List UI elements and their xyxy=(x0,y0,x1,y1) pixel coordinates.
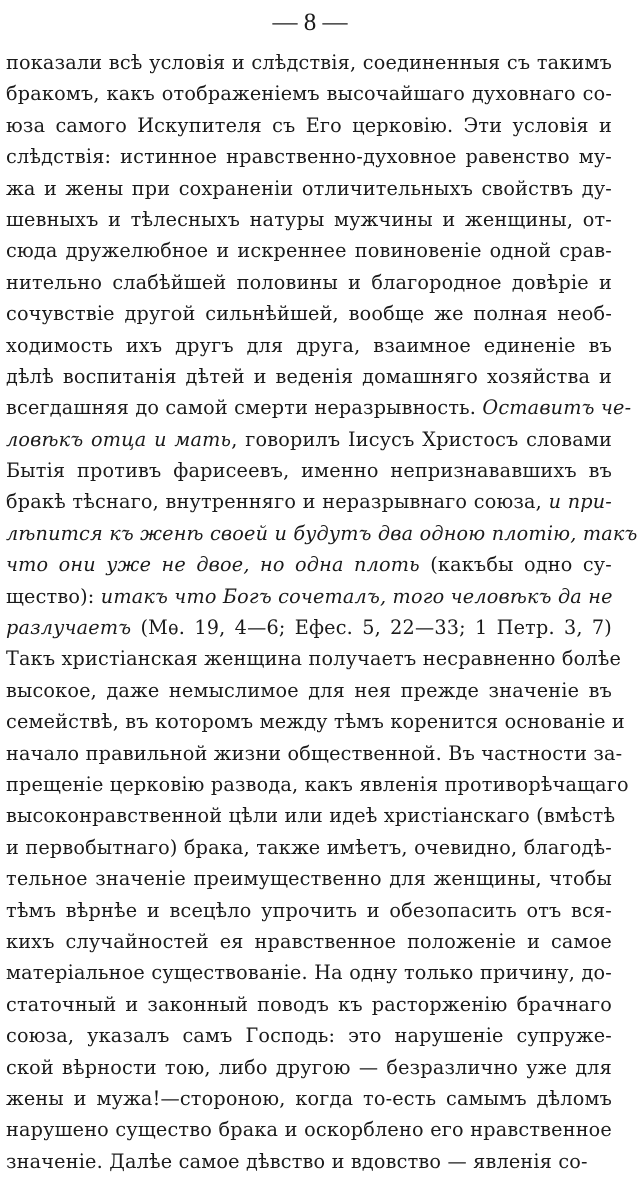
text-run: всегдашняя до самой смерти неразрывность. xyxy=(6,396,483,420)
text-line xyxy=(6,895,612,926)
text-run: семействѣ, въ которомъ между тѣмъ коренится основаніе и xyxy=(6,710,625,734)
text-run: жены и мужа!—стороною, когда то-есть самымъ дѣломъ xyxy=(6,1086,612,1110)
text-line xyxy=(6,298,612,329)
text-line xyxy=(6,800,616,831)
text-run: (Мѳ. 19, 4—6; Ефес. 5, 22—33; 1 Петр. 3, 7) xyxy=(131,616,612,640)
text-run: нарушено существо брака и оскорблено его нравственное xyxy=(6,1118,612,1142)
text-run: слѣдствія: истинное нравственно-духовное равенство му- xyxy=(6,145,612,169)
text-line xyxy=(6,1020,612,1051)
text-line xyxy=(6,361,612,392)
text-run: сочувствіе другой сильнѣйшей, вообще же полная необ- xyxy=(6,302,612,326)
text-run: бракѣ тѣснаго, внутренняго и неразрывнаго союза, xyxy=(6,490,549,514)
text-line xyxy=(6,1052,612,1083)
text-line xyxy=(6,330,612,361)
italic-text-run: ловѣкъ отца и мать xyxy=(6,427,232,451)
text-line xyxy=(6,706,625,737)
text-run: высоконравственной цѣли или идеѣ христіанскаго (вмѣстѣ xyxy=(6,804,616,828)
text-line xyxy=(6,1146,612,1177)
italic-text-run: что они уже не двое, но одна плоть xyxy=(6,553,420,577)
body-text xyxy=(6,47,638,1177)
text-run: бракомъ, какъ отображеніемъ высочайшаго духовнаго со- xyxy=(6,82,612,106)
text-line xyxy=(6,863,612,894)
text-run: сюда дружелюбное и искреннее повиновеніе одной срав- xyxy=(6,239,612,263)
text-line xyxy=(6,1083,612,1114)
text-line xyxy=(6,47,612,78)
text-run: жа и жены при сохраненіи отличительныхъ свойствъ ду- xyxy=(6,176,612,200)
text-line xyxy=(6,738,623,769)
text-run: юза самого Искупителя съ Его церковію. Эти условія и xyxy=(6,113,612,137)
text-line xyxy=(6,643,622,674)
text-run: шевныхъ и тѣлесныхъ натуры мужчины и женщины, от- xyxy=(6,207,612,231)
text-line xyxy=(6,141,612,172)
text-line xyxy=(6,549,612,580)
text-line xyxy=(6,486,612,517)
text-line xyxy=(6,110,612,141)
text-run: тельное значеніе преимущественно для женщины, чтобы xyxy=(6,867,612,891)
text-run: кихъ случайностей ея нравственное положеніе и самое xyxy=(6,929,612,953)
text-line xyxy=(6,957,612,988)
page-number: — 8 — xyxy=(272,9,348,36)
text-run: нительно слабѣйшей половины и благородное довѣріе и xyxy=(6,270,612,294)
text-run: ской вѣрности тою, либо другою — безразлично уже для xyxy=(6,1055,612,1079)
text-run: Бытія противъ фарисеевъ, именно непризнававшихъ въ xyxy=(6,459,612,483)
text-run: (какъбы одно су- xyxy=(419,553,612,577)
text-run: значеніе. Далѣе самое дѣвство и вдовство — явленія со- xyxy=(6,1149,588,1173)
text-run: показали всѣ условія и слѣдствія, соединенныя съ такимъ xyxy=(6,51,612,74)
text-line xyxy=(6,832,612,863)
text-run: высокое, даже немыслимое для нея прежде значеніе въ xyxy=(6,678,612,702)
text-line xyxy=(6,675,612,706)
text-line xyxy=(6,235,612,266)
text-run: щество): xyxy=(6,584,101,608)
text-line xyxy=(6,267,612,298)
text-line xyxy=(6,204,612,235)
text-line xyxy=(6,455,612,486)
text-run: союза, указалъ самъ Господь: это нарушеніе супруже- xyxy=(6,1024,612,1048)
text-line xyxy=(6,612,612,643)
italic-text-run: лѣпится къ женѣ своей и будутъ два одною плотію, такъ xyxy=(6,521,638,545)
text-line xyxy=(6,989,612,1020)
text-line xyxy=(6,424,612,455)
text-run: , говорилъ Іисусъ Христосъ словами xyxy=(231,427,613,451)
text-line xyxy=(6,392,632,423)
text-run: ходимость ихъ другъ для друга, взаимное единеніе въ xyxy=(6,333,612,357)
text-run: прещеніе церковію развода, какъ явленія противорѣчащаго xyxy=(6,772,629,796)
text-line xyxy=(6,1114,612,1145)
italic-text-run: разлучаетъ xyxy=(6,616,132,640)
text-run: Такъ христіанская женщина получаетъ несравненно болѣе xyxy=(6,647,622,671)
text-run: матеріальное существованіе. На одну только причину, до- xyxy=(6,961,612,985)
text-line xyxy=(6,926,612,957)
text-line xyxy=(6,78,612,109)
text-run: и первобытнаго) брака, также имѣетъ, очевидно, благодѣ- xyxy=(6,835,612,859)
italic-text-run: итакъ что Богъ сочеталъ, того человѣкъ да не xyxy=(100,584,613,608)
text-run: дѣлѣ воспитанія дѣтей и веденія домашняго хозяйства и xyxy=(6,364,612,388)
text-run: начало правильной жизни общественной. Въ частности за- xyxy=(6,741,623,765)
text-line xyxy=(6,581,612,612)
italic-text-run: и при- xyxy=(548,490,612,514)
text-run: статочный и законный поводъ къ расторженію брачнаго xyxy=(6,992,612,1016)
text-line xyxy=(6,518,638,549)
text-line xyxy=(6,769,629,800)
text-line xyxy=(6,173,612,204)
italic-text-run: Оставитъ че- xyxy=(482,396,632,420)
text-run: тѣмъ вѣрнѣе и всецѣло упрочить и обезопасить отъ вся- xyxy=(6,898,612,922)
